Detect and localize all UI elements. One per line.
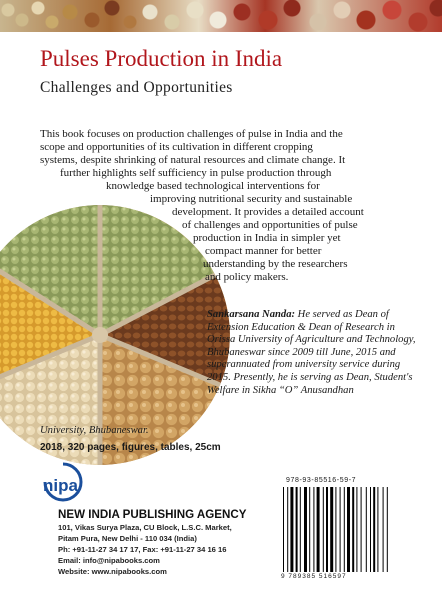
barcode-bar bbox=[373, 487, 375, 572]
nipa-logo-icon bbox=[40, 462, 86, 502]
barcode-bar bbox=[313, 487, 314, 572]
barcode-bar bbox=[352, 487, 354, 572]
barcode-bar bbox=[347, 487, 350, 572]
barcode-bar bbox=[290, 487, 293, 572]
description-line: production in India in simpler yet bbox=[193, 232, 341, 244]
barcode-bar bbox=[283, 487, 284, 572]
description-line: knowledge based technological interventions for bbox=[106, 180, 320, 192]
barcode-bar bbox=[323, 487, 324, 572]
barcode-bar bbox=[370, 487, 371, 572]
barcode-bar bbox=[296, 487, 298, 572]
author-bio bbox=[207, 309, 421, 397]
publisher-website: Website: www.nipabooks.com bbox=[58, 567, 167, 576]
barcode-bar bbox=[383, 487, 384, 572]
barcode-bar bbox=[330, 487, 333, 572]
barcode-bar bbox=[356, 487, 357, 572]
book-subtitle: Challenges and Opportunities bbox=[40, 79, 233, 96]
description-line: This book focuses on production challenges of pulse in India and the bbox=[40, 128, 343, 140]
description-line: improving nutritional security and sustainable bbox=[150, 193, 353, 205]
description-line: understanding by the researchers bbox=[203, 258, 348, 270]
barcode-bar bbox=[317, 487, 320, 572]
barcode-bar bbox=[326, 487, 328, 572]
description-line: further highlights self sufficiency in pulse production through bbox=[60, 167, 332, 179]
logo-text: nipa bbox=[43, 476, 78, 495]
publisher-address-line: Pitam Pura, New Delhi - 110 034 (India) bbox=[58, 534, 197, 543]
description-line: scope and opportunities of its cultivation in different cropping bbox=[40, 141, 313, 153]
barcode-bar bbox=[287, 487, 288, 572]
publication-info: 2018, 320 pages, figures, tables, 25cm bbox=[40, 442, 221, 453]
barcode-icon bbox=[281, 487, 409, 572]
description-line: of challenges and opportunities of pulse bbox=[182, 219, 358, 231]
barcode-bar bbox=[387, 487, 388, 572]
book-title: Pulses Production in India bbox=[40, 46, 283, 71]
isbn-label: 978-93-85516-59-7 bbox=[286, 477, 357, 484]
barcode-bar bbox=[344, 487, 345, 572]
description-line: development. It provides a detailed account bbox=[172, 206, 364, 218]
publisher-email: Email: info@nipabooks.com bbox=[58, 556, 160, 565]
publisher-phone: Ph: +91-11-27 34 17 17, Fax: +91-11-27 34 16 16 bbox=[58, 545, 227, 554]
barcode-bar bbox=[335, 487, 336, 572]
author-bio-end: University, Bhubaneswar. bbox=[40, 425, 149, 436]
barcode-bar bbox=[366, 487, 367, 572]
author-name: Sankarsana Nanda: bbox=[207, 309, 296, 320]
publisher-name: NEW INDIA PUBLISHING AGENCY bbox=[58, 508, 247, 521]
description-line: systems, despite shrinking of natural resources and climate change. It bbox=[40, 154, 346, 166]
barcode-bar bbox=[309, 487, 310, 572]
barcode-digits: 9 789385 516597 bbox=[281, 573, 347, 580]
barcode-bar bbox=[304, 487, 307, 572]
publisher-address-line: 101, Vikas Surya Plaza, CU Block, L.S.C. Market, bbox=[58, 523, 232, 532]
pulses-photo-band bbox=[0, 0, 442, 32]
barcode-bar bbox=[300, 487, 301, 572]
barcode-bar bbox=[361, 487, 362, 572]
barcode-bar bbox=[377, 487, 378, 572]
description-line: and policy makers. bbox=[205, 271, 289, 283]
barcode-bar bbox=[340, 487, 341, 572]
description-line: compact manner for better bbox=[205, 245, 322, 257]
author-bio-text: He served as Dean of Extension Education & Dean of Research in Orissa University of Agriculture and Technology, Bhubaneswar since 2009 till June, 2015 and superannuated from university service during 2015. Presently, he is serving as Dean, Student's Welfare in Sikha “O” Anusandhan bbox=[207, 309, 416, 396]
